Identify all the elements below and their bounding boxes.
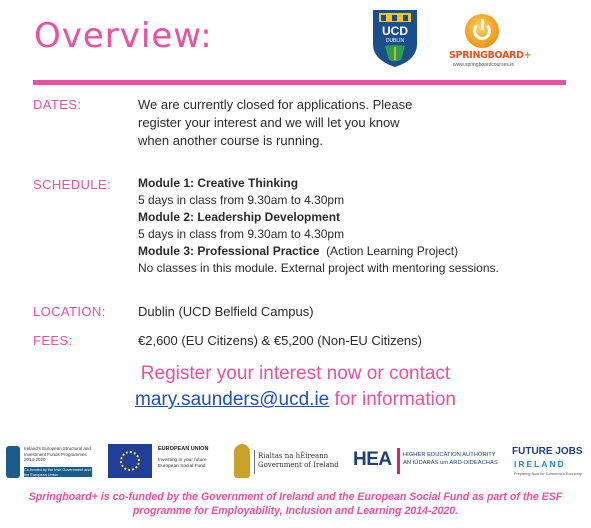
module-3-heading: Module 3: Professional Practice (Action Learning Project) [138, 244, 459, 258]
register-line-2: mary.saunders@ucd.ie for information [135, 389, 456, 410]
esf-programme-logo: Ireland's European Structural and Investment Funds Programmes 2014-2020 Co-funded by the Irish Government and the European Union [6, 440, 96, 484]
module-2-title: Module 2: Leadership Development [138, 210, 341, 224]
eu-logo: EUROPEAN UNION Investing in your future European Social Fund [108, 440, 222, 484]
module-1-title: Module 1: Creative Thinking [138, 176, 299, 190]
ucd-logo-text: UCD [382, 24, 408, 38]
schedule-label: SCHEDULE: [33, 177, 112, 192]
ucd-logo-subtext: DUBLIN [385, 38, 405, 44]
funders-strip [0, 440, 591, 490]
location-label: LOCATION: [33, 304, 106, 319]
fees-label: FEES: [33, 333, 73, 348]
register-line-1: Register your interest now or contact [140, 363, 451, 384]
springboard-logo [449, 14, 532, 68]
contact-email-link[interactable]: mary.saunders@ucd.ie [135, 389, 330, 410]
dates-text: We are currently closed for applications. Please register your interest and we will let you know when another course is running. [138, 97, 413, 148]
page-title: Overview: [34, 16, 213, 56]
springboard-logo-url: www.springboardcourses.ie [453, 62, 515, 68]
schedule-text [138, 175, 499, 277]
ucd-logo [371, 8, 419, 68]
module-2-desc: 5 days in class from 9.30am to 4.30pm [138, 227, 345, 241]
future-jobs-ireland-logo: FUTURE JOBS IRELAND Preparing Now for Tomorrow's Economy [512, 446, 583, 476]
module-1-desc: 5 days in class from 9.30am to 4.30pm [138, 193, 345, 207]
location-value: Dublin (UCD Belfield Campus) [138, 304, 314, 319]
funding-disclaimer: Springboard+ is co-funded by the Government of Ireland and the European Social Fund as part of the ESF programme for Employability, Inclusion and Learning 2014-2020. [28, 491, 563, 517]
springboard-logo-name: SPRINGBOARD+ [449, 50, 532, 61]
eu-flag-icon [108, 444, 152, 478]
module-3-desc: No classes in this module. External project with mentoring sessions. [138, 261, 499, 275]
dates-label: DATES: [33, 97, 82, 112]
government-of-ireland-logo: Rialtas na hÉireann Government of Ireland [232, 440, 352, 484]
header-divider [33, 80, 566, 85]
harp-icon [234, 444, 250, 478]
harp-icon [6, 446, 20, 478]
hea-logo: HEA HIGHER EDUCATION AUTHORITY AN tÚDARÁS um ARD-OIDEACHAS [353, 440, 501, 484]
fees-value: €2,600 (EU Citizens) & €5,200 (Non-EU Citizens) [138, 333, 422, 348]
